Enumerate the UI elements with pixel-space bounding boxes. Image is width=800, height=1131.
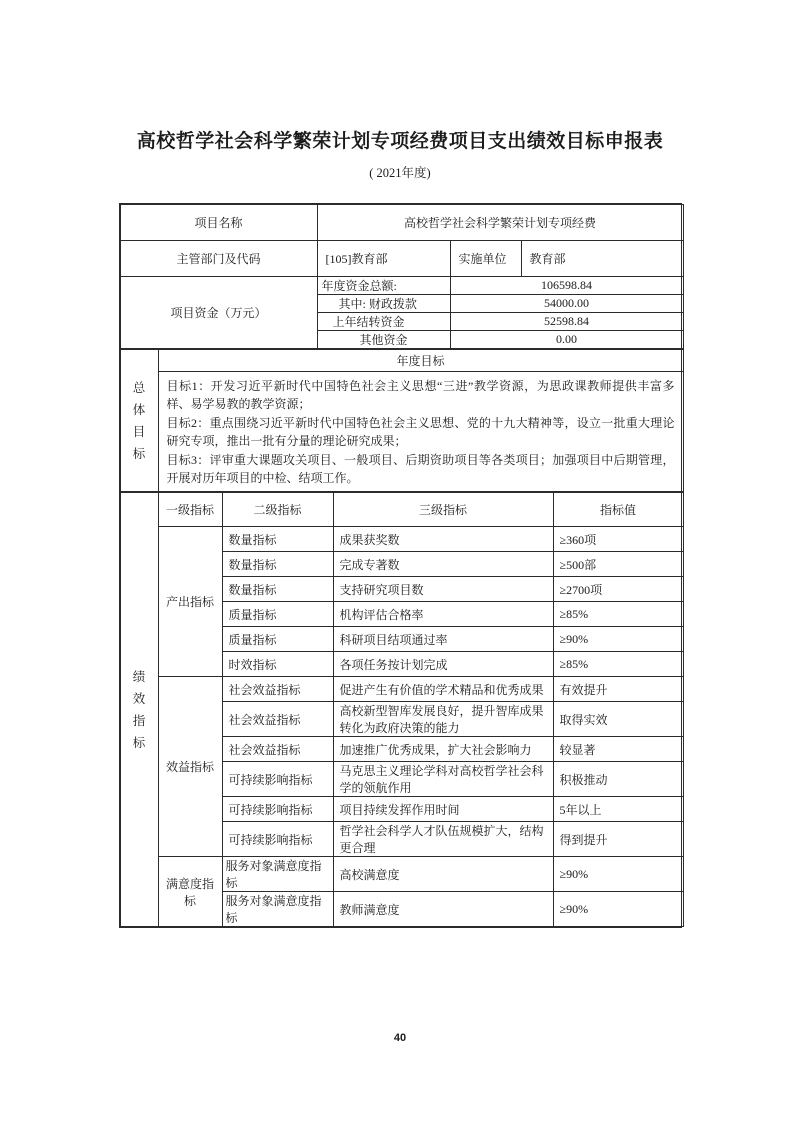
value-cell: 取得实效 [553,702,683,737]
level3-cell: 加速推广优秀成果，扩大社会影响力 [333,737,553,762]
level3-cell: 完成专著数 [333,552,553,577]
value-cell: 积极推动 [553,762,683,797]
level2-cell: 社会效益指标 [222,702,333,737]
value-cell: ≥90% [553,857,683,892]
project-name-label: 项目名称 [120,205,317,241]
funds-other-value: 0.00 [450,331,683,349]
value-cell: 得到提升 [553,822,683,857]
funds-total-value: 106598.84 [450,277,683,295]
level2-cell: 可持续影响指标 [222,762,333,797]
document-title: 高校哲学社会科学繁荣计划专项经费项目支出绩效目标申报表 [136,131,664,152]
annual-goal-header-row [120,350,683,372]
group-output-label: 产出指标 [158,527,222,677]
funds-row-total [120,277,683,295]
goal-2: 目标2：重点围绕习近平新时代中国特色社会主义思想、党的十九大精神等，设立一批重大理论研究专项，推出一批有分量的理论研究成果； [166,415,675,449]
department-row [120,241,683,277]
level3-cell: 项目持续发挥作用时间 [333,797,553,822]
info-table [120,204,684,349]
annual-goal-content-row [120,372,683,492]
value-cell: ≥85% [553,602,683,627]
implementing-unit-value: 教育部 [521,241,683,277]
indicators-side-label [120,493,158,927]
indicator-row [120,857,683,892]
implementing-unit-label: 实施单位 [450,241,521,277]
header-value: 指标值 [553,493,683,527]
annual-goal-header: 年度目标 [158,350,683,372]
project-name-row [120,205,683,241]
header-level1: 一级指标 [158,493,222,527]
level2-cell: 可持续影响指标 [222,822,333,857]
group-benefit-label: 效益指标 [158,677,222,857]
level2-cell: 社会效益指标 [222,677,333,702]
level2-cell: 社会效益指标 [222,737,333,762]
level2-cell: 数量指标 [222,552,333,577]
header-level2: 二级指标 [222,493,333,527]
level3-cell: 机构评估合格率 [333,602,553,627]
level2-cell: 时效指标 [222,652,333,677]
indicators-header-row [120,493,683,527]
header-level3: 三级指标 [333,493,553,527]
department-code-value: [105]教育部 [317,241,450,277]
level3-cell: 教师满意度 [333,892,553,927]
level3-cell: 高校新型智库发展良好，提升智库成果转化为政府决策的能力 [333,702,553,737]
indicator-row [120,527,683,552]
value-cell: ≥500部 [553,552,683,577]
level3-cell: 哲学社会科学人才队伍规模扩大，结构更合理 [333,822,553,857]
value-cell: 5年以上 [553,797,683,822]
funds-total-label: 年度资金总额: [317,277,450,295]
overall-goal-side-label [120,350,158,492]
indicators-table [120,492,684,927]
level2-cell: 服务对象满意度指标 [222,892,333,927]
funds-carryover-value: 52598.84 [450,313,683,331]
annual-goal-content-cell [158,372,683,492]
value-cell: ≥90% [553,892,683,927]
level3-cell: 促进产生有价值的学术精品和优秀成果 [333,677,553,702]
level2-cell: 质量指标 [222,602,333,627]
annual-goal-text [161,372,681,491]
goal-3: 目标3：评审重大课题攻关项目、一般项目、后期资助项目等各类项目；加强项目中后期管理，开展对历年项目的中检、结项工作。 [166,452,675,486]
project-name-value: 高校哲学社会科学繁荣计划专项经费 [317,205,683,241]
level2-cell: 质量指标 [222,627,333,652]
overall-goal-vertical-text: 总体目标 [132,380,146,461]
level3-cell: 各项任务按计划完成 [333,652,553,677]
level2-cell: 服务对象满意度指标 [222,857,333,892]
level3-cell: 高校满意度 [333,857,553,892]
document-subtitle: ( 2021年度) [369,166,431,180]
level3-cell: 科研项目结项通过率 [333,627,553,652]
funds-other-label: 其他资金 [317,331,450,349]
indicators-vertical-text: 绩效指标 [132,669,146,750]
level2-cell: 数量指标 [222,577,333,602]
level2-cell: 可持续影响指标 [222,797,333,822]
funds-fiscal-value: 54000.00 [450,295,683,313]
value-cell: 有效提升 [553,677,683,702]
indicator-row [120,677,683,702]
level3-cell: 支持研究项目数 [333,577,553,602]
value-cell: ≥2700项 [553,577,683,602]
level3-cell: 成果获奖数 [333,527,553,552]
value-cell: ≥90% [553,627,683,652]
value-cell: ≥85% [553,652,683,677]
funds-fiscal-label: 其中: 财政拨款 [317,295,450,313]
goal-1: 目标1：开发习近平新时代中国特色社会主义思想“三进”教学资源，为思政课教师提供丰富多样、易学易教的教学资源； [166,379,675,412]
level2-cell: 数量指标 [222,527,333,552]
group-satisfaction-label: 满意度指标 [158,857,222,927]
funds-label: 项目资金（万元） [120,277,317,349]
overall-goal-table [120,349,684,492]
page-number: 40 [393,1032,407,1044]
level3-cell: 马克思主义理论学科对高校哲学社会科学的领航作用 [333,762,553,797]
funds-carryover-label: 上年结转资金 [317,313,450,331]
value-cell: 较显著 [553,737,683,762]
department-label: 主管部门及代码 [120,241,317,277]
main-table [119,203,682,928]
value-cell: ≥360项 [553,527,683,552]
